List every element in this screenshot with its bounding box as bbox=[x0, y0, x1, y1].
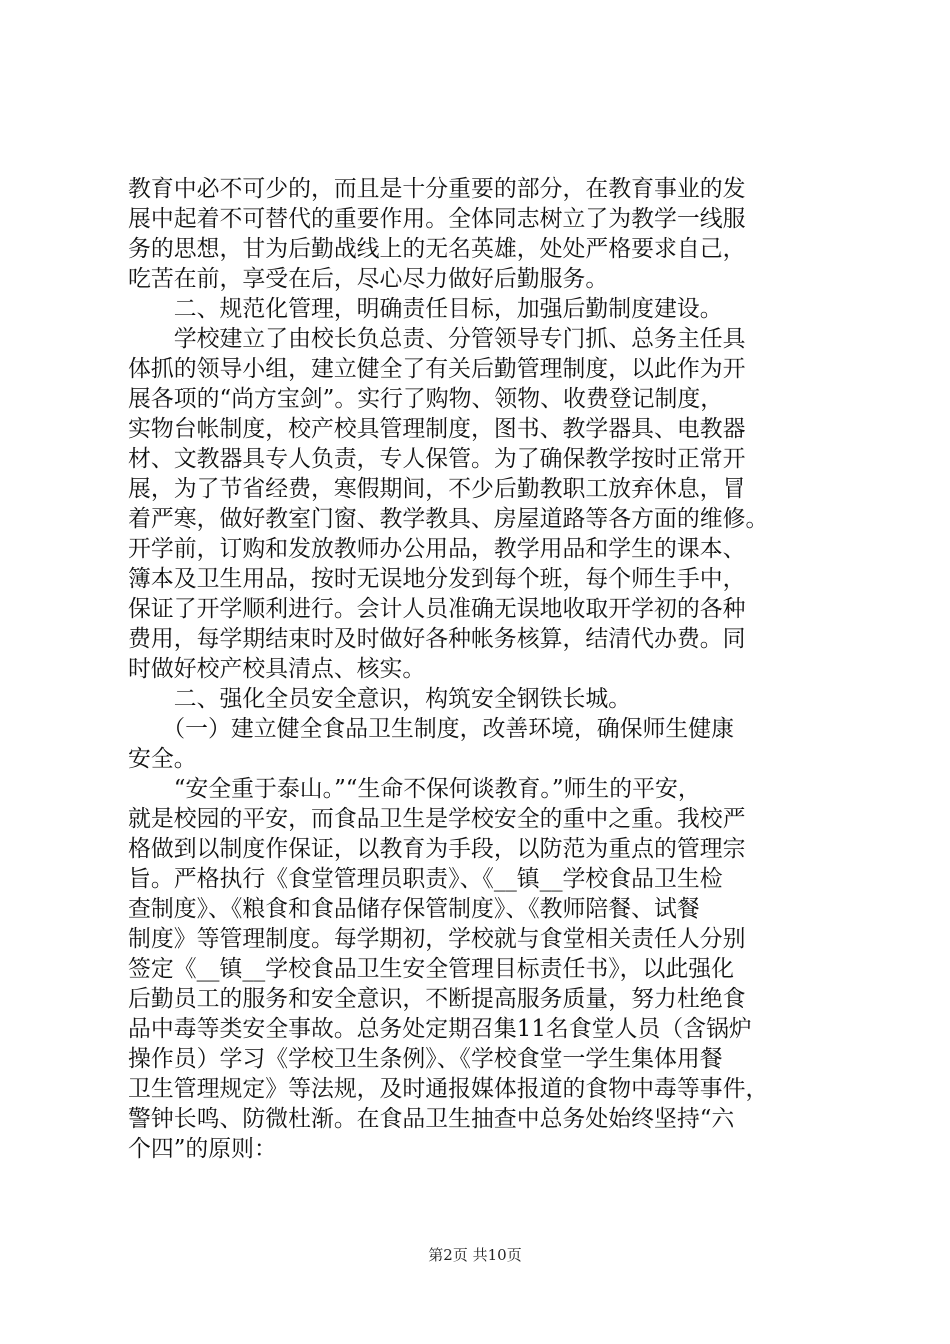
text-line: 就是校园的平安，而食品卫生是学校安全的重中之重。我校严 bbox=[128, 806, 746, 832]
text-line: 时做好校产校具清点、核实。 bbox=[128, 656, 426, 682]
text-line: 警钟长鸣、防微杜渐。在食品卫生抽查中总务处始终坚持“六 bbox=[128, 1106, 735, 1132]
document-body bbox=[128, 174, 828, 1164]
text-line: 务的思想，甘为后勤战线上的无名英雄，处处严格要求自己， bbox=[128, 236, 746, 262]
text-line: 制度》等管理制度。每学期初，学校就与食堂相关责任人分别 bbox=[128, 926, 746, 952]
text-line: 簿本及卫生用品，按时无误地分发到每个班，每个师生手中， bbox=[128, 566, 746, 592]
text-line: 格做到以制度作保证，以教育为手段，以防范为重点的管理宗 bbox=[128, 836, 746, 862]
text-line: 卫生管理规定》等法规，及时通报媒体报道的食物中毒等事件， bbox=[128, 1076, 769, 1102]
text-line: 保证了开学顺利进行。会计人员准确无误地收取开学初的各种 bbox=[128, 596, 746, 622]
text-line: 材、文教器具专人负责，专人保管。为了确保教学按时正常开 bbox=[128, 446, 746, 472]
text-line: 品中毒等类安全事故。总务处定期召集11名食堂人员（含锅炉 bbox=[128, 1016, 752, 1042]
text-line: 二、强化全员安全意识，构筑安全钢铁长城。 bbox=[128, 686, 632, 712]
text-line: 实物台帐制度，校产校具管理制度，图书、教学器具、电教器 bbox=[128, 416, 746, 442]
text-line: 吃苦在前，享受在后，尽心尽力做好后勤服务。 bbox=[128, 266, 609, 292]
text-line: 操作员）学习《学校卫生条例》、《学校食堂一学生集体用餐 bbox=[128, 1046, 723, 1072]
text-line: “安全重于泰山。”“生命不保何谈教育。”师生的平安， bbox=[128, 776, 701, 802]
text-line: 后勤员工的服务和安全意识，不断提高服务质量，努力杜绝食 bbox=[128, 986, 746, 1012]
text-line: 开学前，订购和发放教师办公用品，教学用品和学生的课本、 bbox=[128, 536, 746, 562]
page-footer: 第2页 共10页 bbox=[428, 1246, 522, 1264]
text-line: （一）建立健全食品卫生制度，改善环境，确保师生健康 bbox=[128, 716, 735, 742]
text-line: 费用，每学期结束时及时做好各种帐务核算，结清代办费。同 bbox=[128, 626, 746, 652]
text-line: 学校建立了由校长负总责、分管领导专门抓、总务主任具 bbox=[128, 326, 746, 352]
text-line: 查制度》、《粮食和食品储存保管制度》、《教师陪餐、试餐 bbox=[128, 896, 700, 922]
text-line: 签定《__镇__学校食品卫生安全管理目标责任书》，以此强化 bbox=[128, 956, 735, 982]
text-line: 安全。 bbox=[128, 746, 197, 772]
text-line: 展，为了节省经费，寒假期间，不少后勤教职工放弃休息，冒 bbox=[128, 476, 746, 502]
text-line: 教育中必不可少的，而且是十分重要的部分，在教育事业的发 bbox=[128, 176, 746, 202]
text-line: 展各项的“尚方宝剑”。实行了购物、领物、收费登记制度， bbox=[128, 386, 724, 412]
text-line: 二、规范化管理，明确责任目标，加强后勤制度建设。 bbox=[128, 296, 723, 322]
text-line: 着严寒，做好教室门窗、教学教具、房屋道路等各方面的维修。 bbox=[128, 506, 769, 532]
text-line: 体抓的领导小组，建立健全了有关后勤管理制度，以此作为开 bbox=[128, 356, 746, 382]
text-line: 旨。严格执行《食堂管理员职责》、《__镇__学校食品卫生检 bbox=[128, 866, 723, 892]
text-line: 个四”的原则： bbox=[128, 1136, 277, 1162]
text-line: 展中起着不可替代的重要作用。全体同志树立了为教学一线服 bbox=[128, 206, 746, 232]
